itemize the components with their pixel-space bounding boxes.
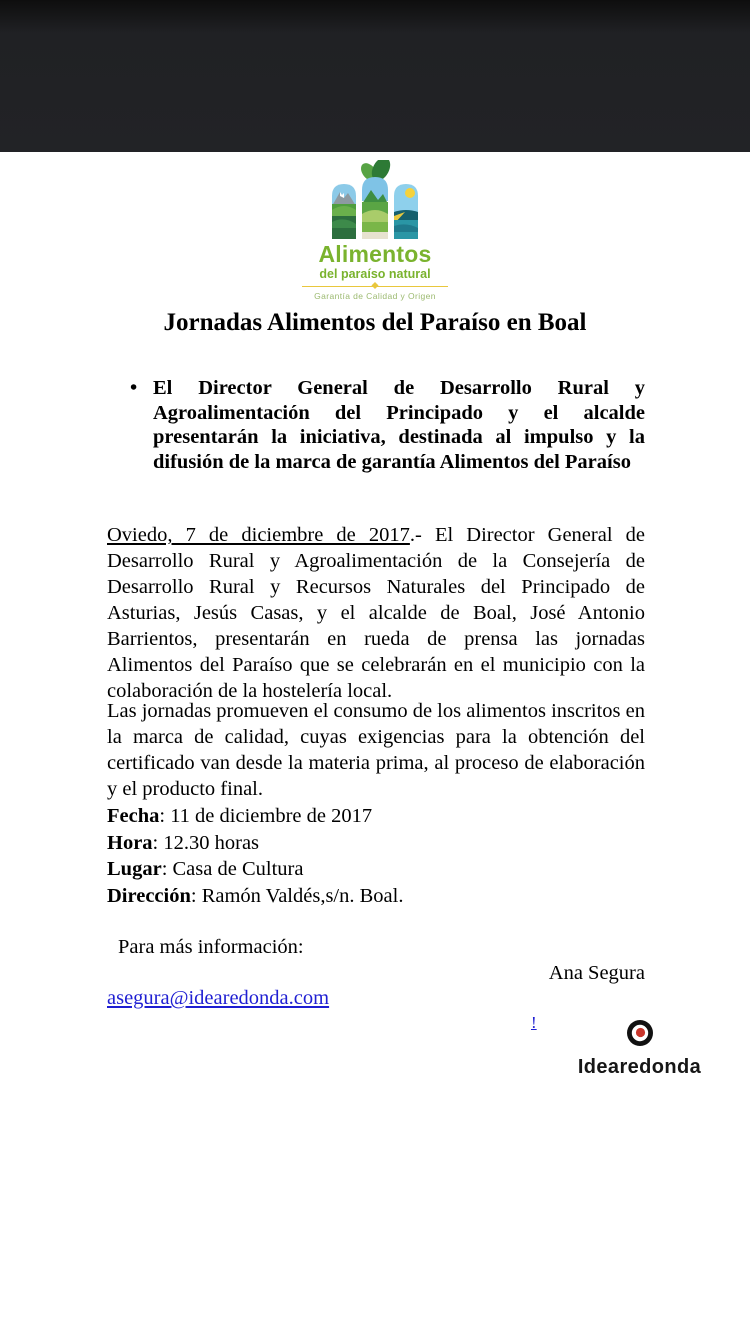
detail-value: : 12.30 horas <box>152 831 260 854</box>
body-paragraph-1 <box>107 522 645 704</box>
idearedonda-bullseye-icon <box>626 1019 654 1047</box>
summary-text: El Director General de Desarrollo Rural y Agroalimentación del Principado y el alcalde presentarán la iniciativa, destinada al impulso y la difusión de la marca de garantía Alimentos del Paraíso <box>153 377 645 473</box>
logo-tagline: Garantía de Calidad y Origen <box>314 291 436 301</box>
detail-value: : Casa de Cultura <box>161 858 304 880</box>
dateline: Oviedo, 7 de diciembre de 2017 <box>107 524 410 546</box>
detail-row-direccion <box>107 883 645 910</box>
idearedonda-wordmark: Idearedonda <box>577 1056 702 1078</box>
detail-row-lugar <box>107 856 645 883</box>
email-link[interactable]: asegura@idearedonda.com <box>107 987 330 1009</box>
alimentos-logo <box>290 160 460 301</box>
letterbox-top <box>0 0 750 152</box>
detail-value: : 11 de diciembre de 2017 <box>159 805 373 827</box>
logo-subtitle: del paraíso natural <box>319 267 431 281</box>
diamond-icon <box>371 282 378 289</box>
detail-value: : Ramón Valdés,s/n. Boal. <box>190 884 404 907</box>
detail-row-hora <box>107 830 645 857</box>
logo-divider <box>302 285 448 288</box>
summary-bullet-item <box>130 376 645 474</box>
alimentos-emblem-icon <box>331 160 419 240</box>
body-paragraph-2: Las jornadas promueven el consumo de los alimentos inscritos en la marca de calidad, cuyas exigencias para la obtención del certificado van desde la materia prima, al proceso de elaboración y el producto final. <box>107 700 646 800</box>
event-details <box>107 803 645 909</box>
more-info-label: Para más información: <box>118 936 304 958</box>
link-artifact[interactable]: ! <box>531 1013 537 1032</box>
detail-row-fecha <box>107 803 645 830</box>
detail-label: Dirección <box>107 884 191 907</box>
logo-wordmark: Alimentos <box>318 241 432 267</box>
paragraph-text: .- El Director General de Desarrollo Rural y Agroalimentación de la Consejería de Desarrollo Rural y Recursos Naturales del Principado de Asturias, Jesús Casas, y el alcalde de Boal, José Antonio Barrientos, presentarán en rueda de prensa las jornadas Alimentos del Paraíso que se celebrarán en el municipio con la colaboración de la hostelería local. <box>107 524 645 702</box>
detail-label: Lugar <box>107 858 162 880</box>
idearedonda-logo <box>567 1019 712 1078</box>
contact-name: Ana Segura <box>548 962 645 984</box>
page-title: Jornadas Alimentos del Paraíso en Boal <box>163 309 587 336</box>
bullet-icon: • <box>130 377 138 399</box>
detail-label: Fecha <box>107 805 160 827</box>
detail-label: Hora <box>107 831 153 854</box>
